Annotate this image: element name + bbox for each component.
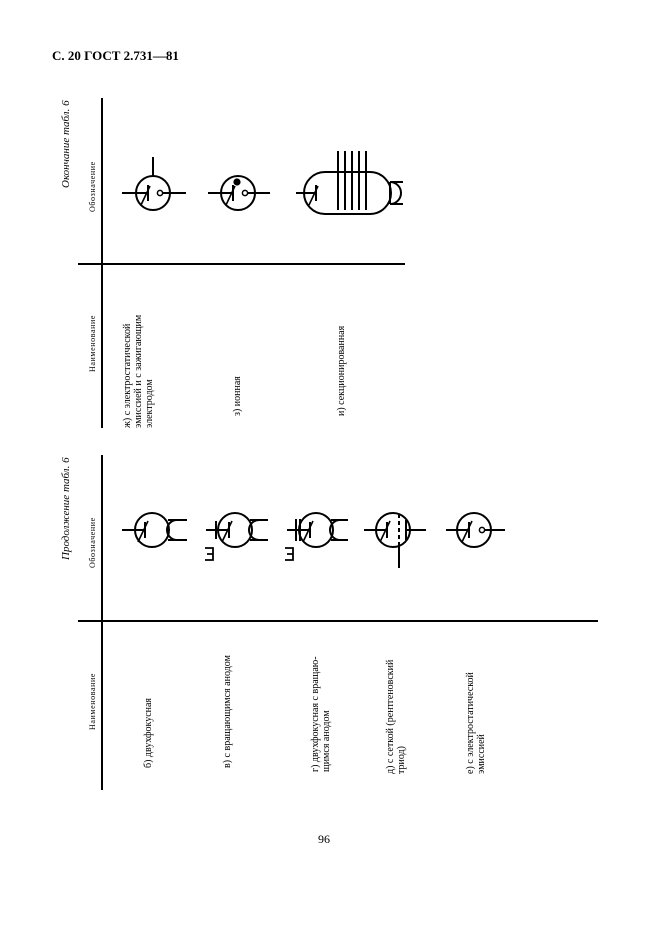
row-text-line: эмиссией (476, 734, 487, 774)
table-top-col-name: Наименование (88, 314, 97, 372)
row-text-line: триод) (396, 746, 407, 774)
row-text-line: з) ионная (232, 376, 243, 416)
row-text-line: в) с вращающимся анодом (222, 655, 233, 768)
row-text-line: щимся анодом (321, 710, 332, 772)
symbol-two-focus-rotating-anode-icon (285, 513, 348, 560)
symbol-electrostatic-emission-icon (446, 513, 505, 547)
row-text-line: д) с сеткой (рентгеновский (385, 659, 396, 774)
row-text-line: б) двухфокусная (143, 697, 154, 768)
symbol-electrostatic-ignition-icon (122, 157, 186, 210)
table-top-caption: Окончание табл. 6 (60, 100, 72, 188)
table-bottom-col-symbol: Обозначение (88, 517, 97, 568)
row-text-line: эмиссией и с зажигающим (133, 314, 144, 428)
table-bottom-caption: Продолжение табл. 6 (60, 457, 72, 560)
table-top-col-symbol: Обозначение (88, 161, 97, 212)
row-text-line: г) двухфокусная с вращаю- (310, 656, 321, 772)
row-text-line: и) секционированная (336, 325, 347, 416)
row-text-line: электродом (144, 379, 155, 428)
table-bottom-col-name: Наименование (88, 672, 97, 730)
symbol-rotating-anode-icon (205, 513, 268, 560)
row-text-line: ж) с электростатической (122, 323, 133, 428)
page-number: 96 (318, 832, 330, 846)
symbol-sectioned-icon (296, 151, 403, 214)
symbol-xray-triode-icon (364, 513, 426, 568)
symbol-two-focus-icon (122, 513, 187, 547)
symbol-ionic-icon (208, 176, 270, 210)
row-text-line: е) с электростатической (465, 672, 476, 774)
page-header: С. 20 ГОСТ 2.731—81 (52, 48, 179, 63)
